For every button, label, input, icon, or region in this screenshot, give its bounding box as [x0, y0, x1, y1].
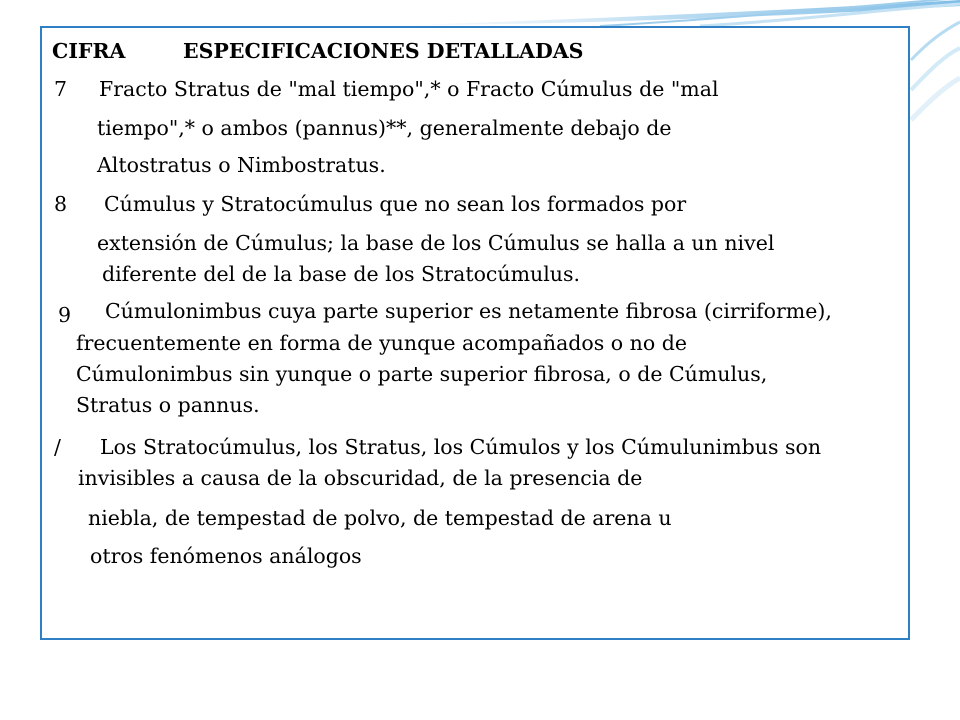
- entry-code: 7: [54, 77, 68, 101]
- header-especificaciones: ESPECIFICACIONES DETALLADAS: [183, 39, 584, 63]
- entry-code: 8: [54, 192, 68, 216]
- entry-line: Stratus o pannus.: [76, 393, 260, 417]
- entry-line: invisibles a causa de la obscuridad, de la presencia de: [78, 466, 643, 490]
- entry-line: extensión de Cúmulus; la base de los Cúmulus se halla a un nivel: [97, 231, 775, 255]
- entry-line: Los Stratocúmulus, los Stratus, los Cúmulos y los Cúmulunimbus son: [100, 435, 822, 459]
- entry-line: niebla, de tempestad de polvo, de tempestad de arena u: [88, 506, 672, 530]
- entry-line: diferente del de la base de los Stratocúmulus.: [102, 262, 581, 286]
- entry-line: frecuentemente en forma de yunque acompañados o no de: [76, 331, 687, 355]
- entry-line: Cúmulus y Stratocúmulus que no sean los formados por: [104, 192, 687, 216]
- entry-line: Fracto Stratus de "mal tiempo",* o Fracto Cúmulus de "mal: [99, 77, 719, 101]
- entry-line: tiempo",* o ambos (pannus)**, generalmente debajo de: [97, 116, 672, 140]
- header-cifra: CIFRA: [52, 39, 126, 63]
- entry-code: 9: [58, 303, 72, 327]
- content-frame: [40, 26, 910, 640]
- entry-line: Altostratus o Nimbostratus.: [97, 153, 386, 177]
- entry-line: Cúmulonimbus cuya parte superior es netamente fibrosa (cirriforme),: [105, 299, 832, 323]
- entry-code: /: [54, 435, 61, 459]
- entry-line: Cúmulonimbus sin yunque o parte superior fibrosa, o de Cúmulus,: [76, 362, 768, 386]
- entry-line: otros fenómenos análogos: [90, 544, 362, 568]
